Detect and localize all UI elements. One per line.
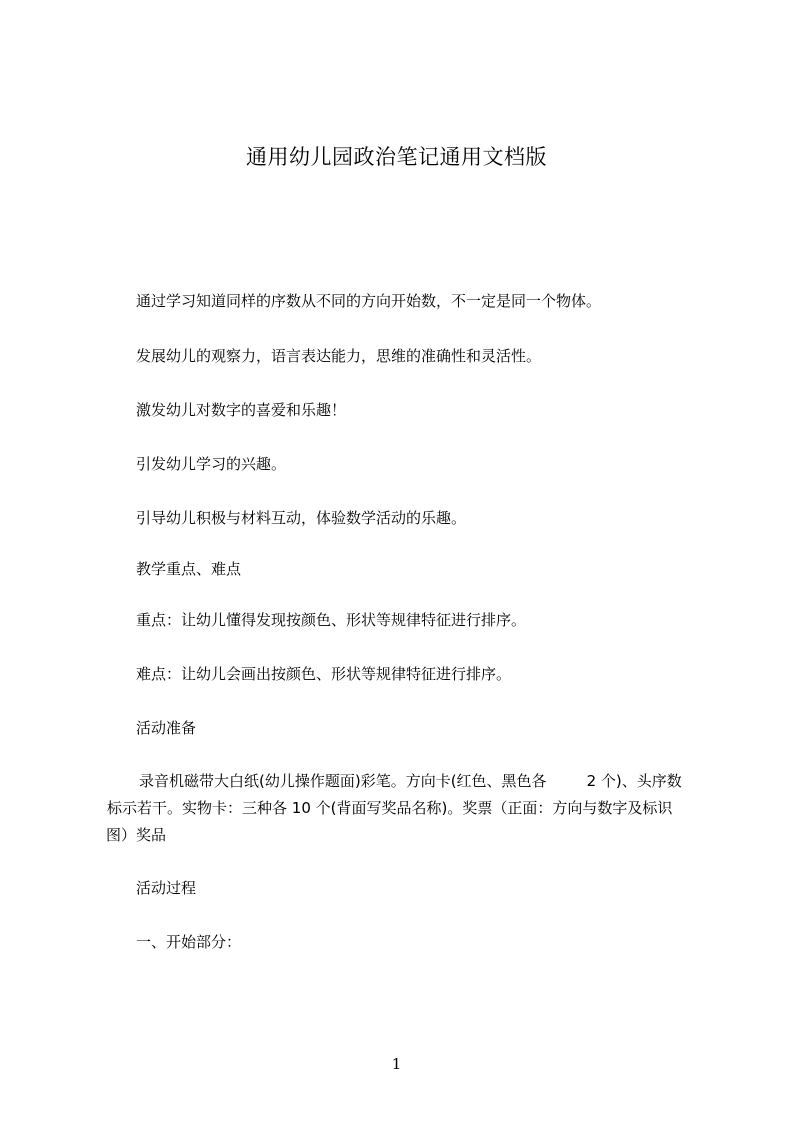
materials-line-1-part-a: 录音机磁带大白纸(幼儿操作题面)彩笔。方向卡(红色、黑色各: [139, 772, 547, 790]
heading-start-part: 一、开始部分：: [136, 933, 242, 951]
paragraph-key-point: 重点：让幼儿懂得发现按颜色、形状等规律特征进行排序。: [136, 611, 527, 629]
paragraph-learning-interest: 引发幼儿学习的兴趣。: [136, 455, 287, 473]
paragraph-difficulty: 难点：让幼儿会画出按颜色、形状等规律特征进行排序。: [136, 665, 512, 683]
materials-line-1: [139, 771, 682, 791]
materials-line-1-part-b: 2 个)、头序数: [586, 772, 682, 790]
document-title: 通用幼儿园政治笔记通用文档版: [246, 145, 547, 169]
materials-line-3: 图）奖品: [106, 826, 167, 844]
paragraph-interest: 激发幼儿对数字的喜爱和乐趣！: [136, 401, 347, 419]
materials-line-2: 标示若干。实物卡：三种各 10 个(背面写奖品名称)。奖票（正面：方向与数字及标识: [107, 799, 673, 817]
paragraph-interaction: 引导幼儿积极与材料互动，体验数学活动的乐趣。: [136, 509, 467, 527]
heading-process: 活动过程: [136, 879, 197, 897]
paragraph-learning-goal: 通过学习知道同样的序数从不同的方向开始数，不一定是同一个物体。: [136, 292, 602, 310]
heading-key-points: 教学重点、难点: [136, 560, 242, 578]
page-number: 1: [391, 1055, 402, 1073]
heading-preparation: 活动准备: [136, 719, 197, 737]
paragraph-observation: 发展幼儿的观察力，语言表达能力，思维的准确性和灵活性。: [136, 347, 542, 365]
